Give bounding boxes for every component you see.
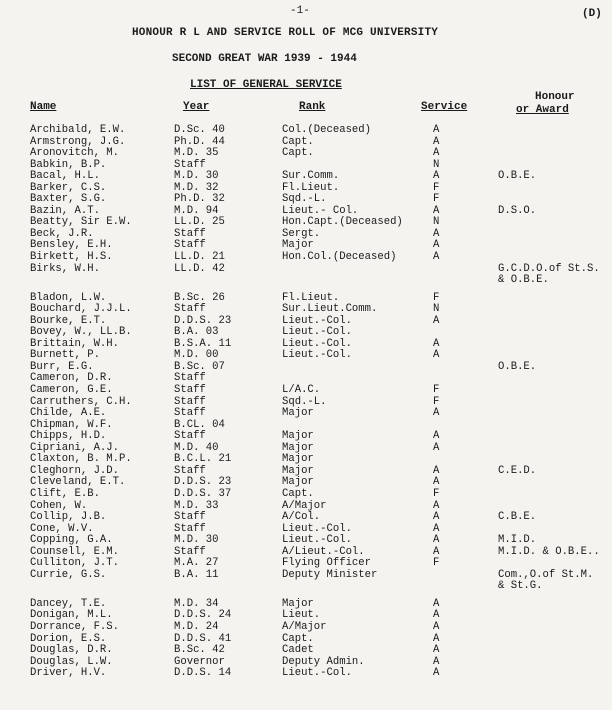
row-rank: Lieut.-Col. xyxy=(282,349,352,362)
row-honour: G.C.D.O.of St.S. xyxy=(498,262,600,275)
row-rank: Capt. xyxy=(282,135,314,148)
row-name: Dorion, E.S. xyxy=(30,632,107,645)
row-year: Staff xyxy=(174,407,206,420)
table-row xyxy=(0,252,612,264)
row-service: A xyxy=(433,170,440,183)
row-name: Bacal, H.L. xyxy=(30,170,100,183)
row-rank: Major xyxy=(282,464,314,477)
row-rank: A/Lieut.-Col. xyxy=(282,545,365,558)
row-rank: Major xyxy=(282,597,314,610)
document-tag: (D) xyxy=(582,8,602,20)
row-name: Birkett, H.S. xyxy=(30,251,113,264)
row-service: A xyxy=(433,476,440,489)
row-name: Bouchard, J.J.L. xyxy=(30,303,132,316)
row-service: F xyxy=(433,291,440,304)
row-honour: C.B.E. xyxy=(498,511,537,524)
row-name: Armstrong, J.G. xyxy=(30,135,126,148)
row-rank: Major xyxy=(282,453,314,466)
row-rank: Sqd.-L. xyxy=(282,395,327,408)
row-name: Cleveland, E.T. xyxy=(30,476,126,489)
row-year: LL.D. 42 xyxy=(174,262,225,275)
row-name: Chipps, H.D. xyxy=(30,430,107,443)
table-row xyxy=(0,385,612,397)
row-service: A xyxy=(433,464,440,477)
row-year: M.D. 94 xyxy=(174,204,219,217)
row-service: F xyxy=(433,384,440,397)
row-service: A xyxy=(433,632,440,645)
table-row xyxy=(0,622,612,634)
row-name: Cohen, W. xyxy=(30,499,88,512)
row-service: A xyxy=(433,430,440,443)
row-rank: Cadet xyxy=(282,644,314,657)
row-service: A xyxy=(433,597,440,610)
row-year: Staff xyxy=(174,372,206,385)
row-year: D.D.S. 23 xyxy=(174,476,232,489)
row-year: LL.D. 21 xyxy=(174,251,225,264)
row-name: Currie, G.S. xyxy=(30,568,107,581)
row-honour: M.I.D. xyxy=(498,534,537,547)
row-name: Culliton, J.T. xyxy=(30,557,120,570)
row-name: Clift, E.B. xyxy=(30,487,100,500)
column-header-award: or Award xyxy=(516,104,569,116)
row-year: Staff xyxy=(174,227,206,240)
row-year: M.D. 35 xyxy=(174,147,219,160)
row-rank: L/A.C. xyxy=(282,384,321,397)
row-year: Staff xyxy=(174,395,206,408)
row-rank: Hon.Capt.(Deceased) xyxy=(282,216,403,229)
row-rank: Sergt. xyxy=(282,227,321,240)
row-year: B.C.L. 21 xyxy=(174,453,232,466)
row-rank: Capt. xyxy=(282,147,314,160)
document-title: HONOUR R L AND SERVICE ROLL OF MCG UNIVERSITY xyxy=(132,27,439,39)
row-year: Staff xyxy=(174,545,206,558)
row-service: F xyxy=(433,193,440,206)
row-rank: Lieut.-Col. xyxy=(282,314,352,327)
row-rank: Fl.Lieut. xyxy=(282,291,340,304)
row-service: A xyxy=(433,239,440,252)
row-name: Driver, H.V. xyxy=(30,667,107,680)
row-service: A xyxy=(433,620,440,633)
row-rank: Flying Officer xyxy=(282,557,372,570)
row-name: Birks, W.H. xyxy=(30,262,100,275)
row-year: Staff xyxy=(174,384,206,397)
row-year: Ph.D. 32 xyxy=(174,193,225,206)
row-name: Claxton, B. M.P. xyxy=(30,453,132,466)
row-year: B.Sc. 07 xyxy=(174,360,225,373)
row-name: Baxter, S.G. xyxy=(30,193,107,206)
row-service: A xyxy=(433,227,440,240)
column-header-honour: Honour xyxy=(535,91,575,103)
row-year: Staff xyxy=(174,464,206,477)
row-name: Cleghorn, J.D. xyxy=(30,464,120,477)
service-list xyxy=(0,125,612,680)
row-rank: Sur.Comm. xyxy=(282,170,340,183)
row-name: Counsell, E.M. xyxy=(30,545,120,558)
row-rank: Deputy Admin. xyxy=(282,655,365,668)
row-honour: O.B.E. xyxy=(498,360,537,373)
row-rank: A/Major xyxy=(282,620,327,633)
row-year: B.A. 03 xyxy=(174,326,219,339)
row-year: Ph.D. 44 xyxy=(174,135,225,148)
row-service: F xyxy=(433,557,440,570)
row-year: M.D. 30 xyxy=(174,170,219,183)
row-rank: Fl.Lieut. xyxy=(282,181,340,194)
row-name: Cone, W.V. xyxy=(30,522,94,535)
row-service: F xyxy=(433,487,440,500)
row-year: Staff xyxy=(174,239,206,252)
row-service: A xyxy=(433,441,440,454)
row-year: Staff xyxy=(174,511,206,524)
row-year: M.D. 34 xyxy=(174,597,219,610)
row-rank: Capt. xyxy=(282,632,314,645)
row-service: N xyxy=(433,303,440,316)
row-rank: Sur.Lieut.Comm. xyxy=(282,303,378,316)
row-year: M.D. 30 xyxy=(174,534,219,547)
table-row xyxy=(0,125,612,137)
row-honour: D.S.O. xyxy=(498,204,537,217)
row-service: A xyxy=(433,545,440,558)
row-year: D.D.S. 41 xyxy=(174,632,232,645)
row-rank: Sqd.-L. xyxy=(282,193,327,206)
row-service: A xyxy=(433,534,440,547)
list-title: LIST OF GENERAL SERVICE xyxy=(190,79,342,91)
row-service: F xyxy=(433,181,440,194)
row-name: Bladon, L.W. xyxy=(30,291,107,304)
table-row xyxy=(0,512,612,524)
row-year: M.D. 40 xyxy=(174,441,219,454)
column-header-service: Service xyxy=(421,101,468,113)
row-service: A xyxy=(433,644,440,657)
table-row xyxy=(0,275,612,287)
row-name: Cameron, G.E. xyxy=(30,384,113,397)
row-rank: Major xyxy=(282,476,314,489)
row-name: Cameron, D.R. xyxy=(30,372,113,385)
row-name: Carruthers, C.H. xyxy=(30,395,132,408)
row-year: B.S.A. 11 xyxy=(174,337,232,350)
row-service: N xyxy=(433,158,440,171)
column-header-name: Name xyxy=(30,101,57,113)
row-name: Cipriani, A.J. xyxy=(30,441,120,454)
table-row xyxy=(0,581,612,593)
row-service: A xyxy=(433,499,440,512)
row-service: A xyxy=(433,522,440,535)
column-header-year: Year xyxy=(183,101,210,113)
row-rank: Lieut.-Col. xyxy=(282,667,352,680)
row-year: M.A. 27 xyxy=(174,557,219,570)
row-name: Beatty, Sir E.W. xyxy=(30,216,132,229)
row-name: Childe, A.E. xyxy=(30,407,107,420)
row-year: M.D. 00 xyxy=(174,349,219,362)
row-year: M.D. 33 xyxy=(174,499,219,512)
row-name: Copping, G.A. xyxy=(30,534,113,547)
row-service: A xyxy=(433,314,440,327)
row-year: D.D.S. 23 xyxy=(174,314,232,327)
row-honour: & O.B.E. xyxy=(498,274,549,287)
page-number: -1- xyxy=(290,5,310,17)
row-rank: Major xyxy=(282,441,314,454)
table-row xyxy=(0,645,612,657)
row-name: Aronovitch, M. xyxy=(30,147,120,160)
table-row xyxy=(0,668,612,680)
row-rank: Hon.Col.(Deceased) xyxy=(282,251,397,264)
row-name: Brittain, W.H. xyxy=(30,337,120,350)
row-name: Dorrance, F.S. xyxy=(30,620,120,633)
row-service: A xyxy=(433,337,440,350)
table-row xyxy=(0,408,612,420)
row-rank: Lieut. xyxy=(282,609,321,622)
row-name: Beck, J.R. xyxy=(30,227,94,240)
row-name: Donigan, M.L. xyxy=(30,609,113,622)
row-service: A xyxy=(433,609,440,622)
row-service: F xyxy=(433,395,440,408)
row-year: Governor xyxy=(174,655,225,668)
row-service: A xyxy=(433,124,440,136)
row-year: D.D.S. 14 xyxy=(174,667,232,680)
row-year: Staff xyxy=(174,303,206,316)
row-service: A xyxy=(433,204,440,217)
row-rank: Lieut.-Col. xyxy=(282,337,352,350)
row-year: B.CL. 04 xyxy=(174,418,225,431)
row-year: Staff xyxy=(174,430,206,443)
row-name: Burnett, P. xyxy=(30,349,100,362)
row-honour: O.B.E. xyxy=(498,170,537,183)
row-service: A xyxy=(433,135,440,148)
row-name: Burr, E.G. xyxy=(30,360,94,373)
table-row xyxy=(0,148,612,160)
row-rank: A/Col. xyxy=(282,511,321,524)
document-subtitle: SECOND GREAT WAR 1939 - 1944 xyxy=(172,53,357,65)
row-rank: Col.(Deceased) xyxy=(282,124,372,136)
row-rank: Capt. xyxy=(282,487,314,500)
row-name: Bovey, W., LL.B. xyxy=(30,326,132,339)
row-year: D.D.S. 24 xyxy=(174,609,232,622)
row-year: B.Sc. 42 xyxy=(174,644,225,657)
row-name: Bazin, A.T. xyxy=(30,204,100,217)
row-rank: Major xyxy=(282,430,314,443)
row-rank: Major xyxy=(282,239,314,252)
row-rank: Major xyxy=(282,407,314,420)
row-name: Bourke, E.T. xyxy=(30,314,107,327)
row-service: A xyxy=(433,147,440,160)
row-name: Babkin, B.P. xyxy=(30,158,107,171)
row-year: D.D.S. 37 xyxy=(174,487,232,500)
row-rank: Lieut.-Col. xyxy=(282,534,352,547)
row-name: Bensley, E.H. xyxy=(30,239,113,252)
row-honour: C.E.D. xyxy=(498,464,537,477)
row-year: M.D. 24 xyxy=(174,620,219,633)
row-service: A xyxy=(433,407,440,420)
row-rank: Lieut.-Col. xyxy=(282,522,352,535)
row-service: A xyxy=(433,655,440,668)
row-name: Collip, J.B. xyxy=(30,511,107,524)
table-row xyxy=(0,535,612,547)
row-honour: M.I.D. & O.B.E.. xyxy=(498,545,600,558)
row-year: B.A. 11 xyxy=(174,568,219,581)
row-rank: Deputy Minister xyxy=(282,568,378,581)
row-rank: A/Major xyxy=(282,499,327,512)
row-year: D.Sc. 40 xyxy=(174,124,225,136)
row-service: A xyxy=(433,667,440,680)
row-year: Staff xyxy=(174,522,206,535)
row-rank: Lieut.-Col. xyxy=(282,326,352,339)
row-honour: & St.G. xyxy=(498,580,543,593)
row-name: Douglas, L.W. xyxy=(30,655,113,668)
row-name: Chipman, W.F. xyxy=(30,418,113,431)
row-service: A xyxy=(433,349,440,362)
row-service: A xyxy=(433,251,440,264)
column-header-rank: Rank xyxy=(299,101,326,113)
row-year: Staff xyxy=(174,158,206,171)
row-name: Dancey, T.E. xyxy=(30,597,107,610)
row-service: A xyxy=(433,511,440,524)
row-year: M.D. 32 xyxy=(174,181,219,194)
row-year: LL.D. 25 xyxy=(174,216,225,229)
table-row xyxy=(0,171,612,183)
row-honour: Com.,O.of St.M. xyxy=(498,568,594,581)
row-year: B.Sc. 26 xyxy=(174,291,225,304)
table-row xyxy=(0,489,612,501)
row-rank: Lieut.- Col. xyxy=(282,204,359,217)
row-name: Barker, C.S. xyxy=(30,181,107,194)
row-name: Douglas, D.R. xyxy=(30,644,113,657)
row-service: N xyxy=(433,216,440,229)
row-name: Archibald, E.W. xyxy=(30,124,126,136)
